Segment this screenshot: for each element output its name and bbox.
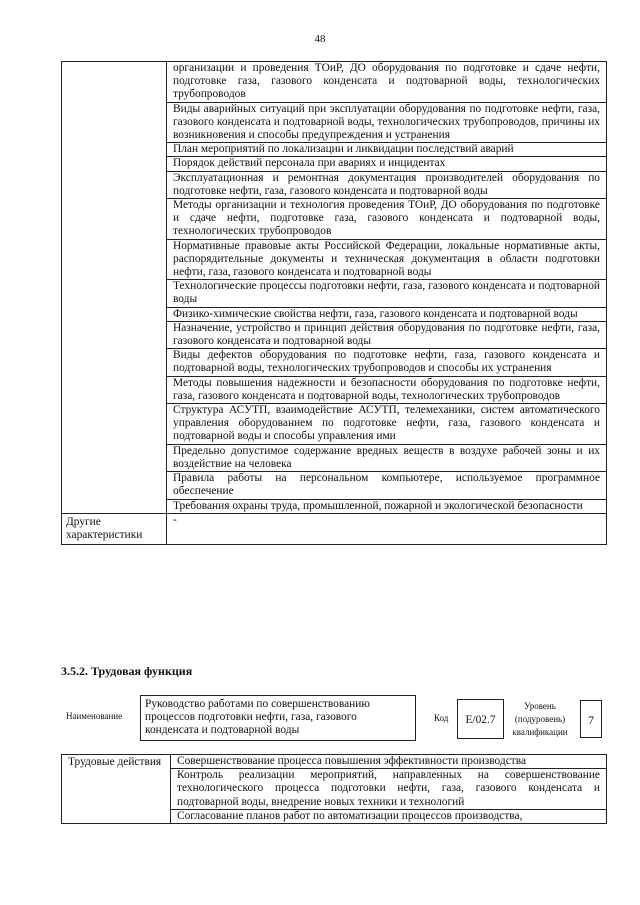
action-item: Контроль реализации мероприятий, направленных на совершенствование технологического процесса подготовки нефти, газа, газового конденсата и подтоварной воды, внедрение новых техники и технологий [171,769,607,810]
action-item: Совершенствование процесса повышения эффективности производства [171,755,607,769]
knowledge-item: Технологические процессы подготовки нефти, газа, газового конденсата и подтоварной воды [167,280,607,307]
code-value: Е/02.7 [457,699,504,739]
section-title: 3.5.2. Трудовая функция [61,664,193,678]
level-value: 7 [580,700,602,738]
knowledge-item: Эксплуатационная и ремонтная документация производителей оборудования по подготовке нефти, газа, газового конденсата и подтоварной воды [167,171,607,198]
knowledge-row [62,62,607,103]
knowledge-item: Методы организации и технология проведения ТОиР, ДО оборудования по подготовке и сдаче нефти, подготовке газа, газового конденсата и подтоварной воды, технологических трубопроводов [167,199,607,240]
action-row [62,755,607,769]
name-label: Наименование [66,711,123,721]
name-value: Руководство работами по совершенствованию процессов подготовки нефти, газа, газового конденсата и подтоварной воды [140,695,416,741]
other-label: Другие характеристики [62,513,167,544]
knowledge-label-cell [62,62,167,514]
knowledge-table [61,61,607,545]
knowledge-item: Правила работы на персональном компьютере, используемое программное обеспечение [167,472,607,499]
knowledge-item: План мероприятий по локализации и ликвидации последствий аварий [167,143,607,157]
knowledge-item: Физико-химические свойства нефти, газа, газового конденсата и подтоварной воды [167,307,607,321]
action-item: Согласование планов работ по автоматизации процессов производства, [171,809,607,823]
other-row [62,513,607,544]
actions-table [61,754,607,824]
knowledge-item: Предельно допустимое содержание вредных веществ в воздухе рабочей зоны и их воздействие на человека [167,444,607,471]
knowledge-item: Методы повышения надежности и безопасности оборудования по подготовке нефти, газа, газового конденсата и подтоварной воды, технологических трубопроводов [167,376,607,403]
other-value: - [167,513,607,544]
knowledge-item: организации и проведения ТОиР, ДО оборудования по подготовке и сдаче нефти, подготовке газа, газового конденсата и подтоварной воды, технологических трубопроводов [167,62,607,103]
knowledge-item: Виды дефектов оборудования по подготовке нефти, газа, газового конденсата и подтоварной воды, технологических трубопроводов и способы их устранения [167,349,607,376]
knowledge-item: Нормативные правовые акты Российской Федерации, локальные нормативные акты, распорядительные документы и техническая документация в области подготовки нефти, газа, газового конденсата и подтоварной воды [167,239,607,280]
knowledge-item: Требования охраны труда, промышленной, пожарной и экологической безопасности [167,499,607,513]
page-number: 48 [314,33,326,45]
knowledge-item: Виды аварийных ситуаций при эксплуатации оборудования по подготовке нефти, газа, газового конденсата и подтоварной воды, технологических трубопроводов, причины их возникновения и способы предупреждения и устранения [167,102,607,143]
code-label: Код [434,713,449,723]
knowledge-item: Структура АСУТП, взаимодействие АСУТП, телемеханики, систем автоматического управления оборудованием по подготовке нефти, газа, газового конденсата и подтоварной воды и способы управления ими [167,404,607,445]
level-label: Уровень (подуровень) квалификации [512,701,568,737]
actions-label: Трудовые действия [62,755,171,824]
knowledge-item: Порядок действий персонала при авариях и инцидентах [167,157,607,171]
knowledge-item: Назначение, устройство и принцип действия оборудования по подготовке нефти, газа, газового конденсата и подтоварной воды [167,321,607,348]
